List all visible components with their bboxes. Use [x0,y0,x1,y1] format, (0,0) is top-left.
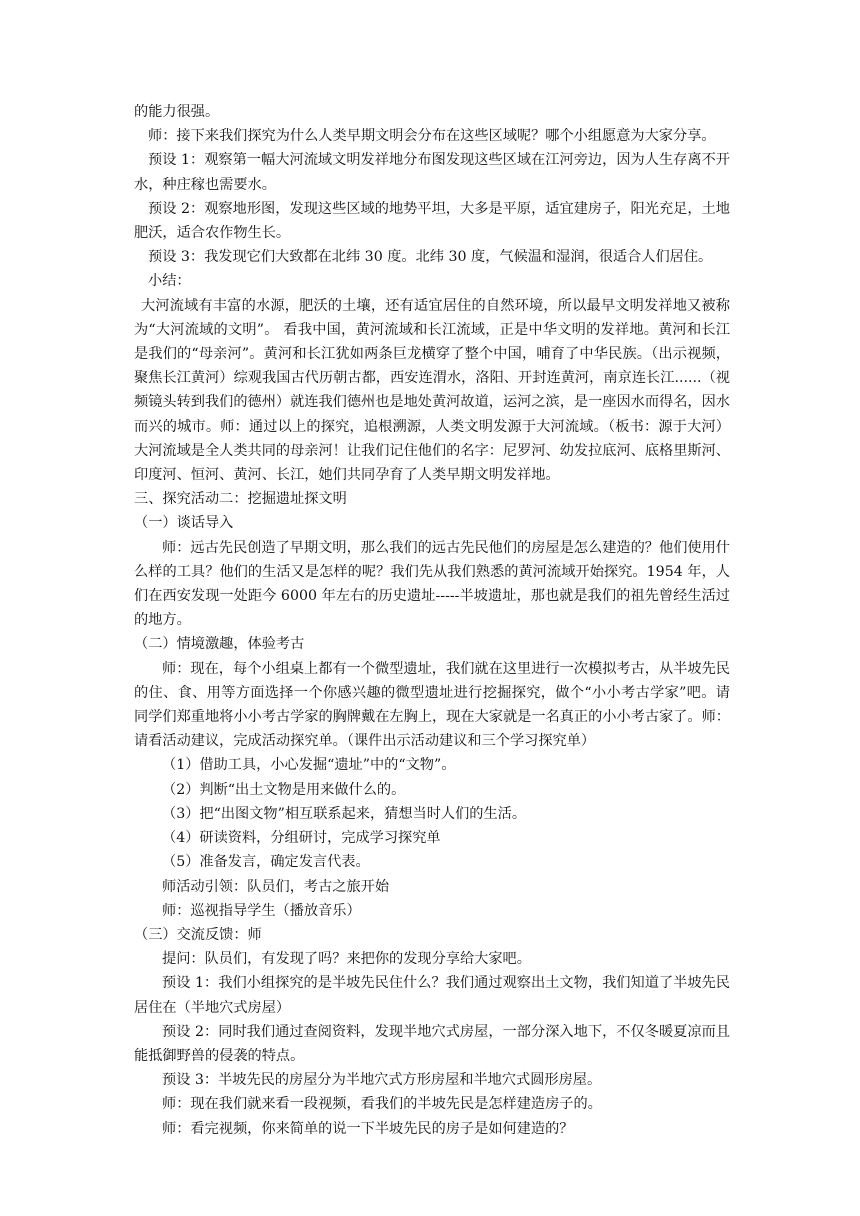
paragraph: 师活动引领：队员们，考古之旅开始 [162,878,390,895]
paragraph: 师：巡视指导学生（播放音乐） [162,902,361,919]
subsection-heading: （三）交流反馈：师 [134,926,262,943]
paragraph: 预设 2：观察地形图，发现这些区域的地势平坦，大多是平原，适宜建房子，阳光充足，土地肥沃，适合农作物生长。 [134,200,730,242]
list-item: （1）借助工具，小心发掘“遗址”中的“文物”。 [162,757,456,774]
paragraph: 预设 3：我发现它们大致都在北纬 30 度。北纬 30 度，气候温和湿润，很适合人们居住。 [148,249,713,266]
paragraph: 师：接下来我们探究为什么人类早期文明会分布在这些区域呢？哪个小组愿意为大家分享。 [148,128,716,145]
subsection-heading: （一）谈话导入 [134,515,234,532]
paragraph: 师：远古先民创造了早期文明，那么我们的远古先民他们的房屋是怎么建造的？他们使用什么样的工具？他们的生活又是怎样的呢？我们先从我们熟悉的黄河流域开始探究。1954 年，人们在西安发现一处距今 6000 年左右的历史遗址-----半坡遗址，那也就是我们的祖先曾经生活过的地方。 [134,539,730,629]
paragraph: 预设 3：半坡先民的房屋分为半地穴式方形房屋和半地穴式圆形房屋。 [162,1072,602,1089]
list-item: （5）准备发言，确定发言代表。 [162,854,370,871]
paragraph: 预设 2：同时我们通过查阅资料，发现半地穴式房屋，一部分深入地下，不仅冬暖夏凉而且能抵御野兽的侵袭的特点。 [134,1023,730,1064]
paragraph: 的能力很强。 [134,104,220,120]
paragraph: 小结： [148,273,191,290]
paragraph: 师：现在，每个小组桌上都有一个微型遗址，我们就在这里进行一次模拟考古，从半坡先民的住、食、用等方面选择一个你感兴趣的微型遗址进行挖掘探究，做个“小小考古学家”吧。请同学们郑重地将小小考古学家的胸牌戴在左胸上，现在大家就是一名真正的小小考古家了。师：请看活动建议，完成活动探究单。（课件出示活动建议和三个学习探究单） [134,660,730,750]
subsection-heading: （二）情境激趣，体验考古 [134,636,305,653]
paragraph: 预设 1：我们小组探究的是半坡先民住什么？我们通过观察出土文物，我们知道了半坡先民居住在（半地穴式房屋） [134,975,730,1016]
list-item: （4）研读资料，分组研讨，完成学习探究单 [162,830,441,847]
paragraph: 预设 1：观察第一幅大河流域文明发祥地分布图发现这些区域在江河旁边，因为人生存离不开水，种庄稼也需要水。 [134,152,730,193]
document-body [134,100,730,1141]
summary-paragraph: 大河流域有丰富的水源，肥沃的土壤，还有适宜居住的自然环境，所以最早文明发祥地又被称为“大河流域的文明”。 看我中国，黄河流域和长江流域，正是中华文明的发祥地。黄河和长江是我们的“母亲河”。黄河和长江犹如两条巨龙横穿了整个中国，哺育了中华民族。（出示视频，聚焦长江黄河）综观我国古代历朝古都，西安连渭水，洛阳、开封连黄河，南京连长江......（视频镜头转到我们的德州）就连我们德州也是地处黄河故道，运河之滨，是一座因水而得名，因水而兴的城市。师：通过以上的探究，追根溯源，人类文明发源于大河流域。（板书：源于大河）大河流域是全人类共同的母亲河！让我们记住他们的名字：尼罗河、幼发拉底河、底格里斯河、印度河、恒河、黄河、长江，她们共同孕育了人类早期文明发祥地。 [134,297,730,484]
list-item: （2）判断“出土文物是用来做什么的。 [162,781,406,798]
list-item: （3）把“出图文物”相互联系起来，猜想当时人们的生活。 [162,805,527,822]
paragraph: 师：现在我们就来看一段视频，看我们的半坡先民是怎样建造房子的。 [162,1096,602,1113]
paragraph: 师：看完视频，你来简单的说一下半坡先民的房子是如何建造的？ [162,1120,574,1137]
paragraph: 提问：队员们，有发现了吗？来把你的发现分享给大家吧。 [162,951,531,968]
section-heading: 三、探究活动二：挖掘遗址探文明 [134,491,347,508]
